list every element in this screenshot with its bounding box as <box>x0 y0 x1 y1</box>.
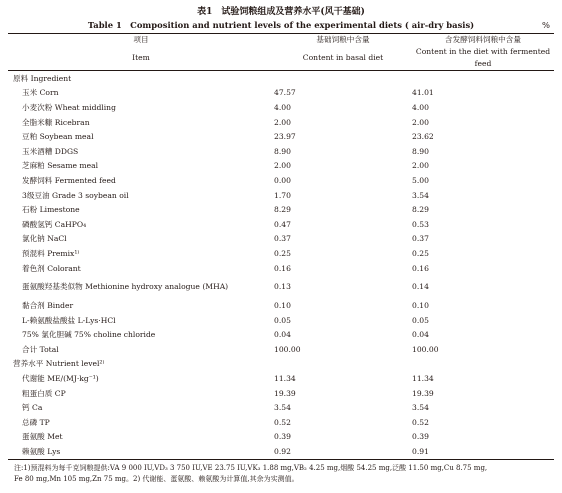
row-basal-value: 8.29 <box>274 205 291 215</box>
row-fermented-value: 0.16 <box>412 263 429 273</box>
row-item-name: 小麦次粉 Wheat middling <box>22 102 116 112</box>
row-basal-value: 0.13 <box>274 282 291 292</box>
table-title-en <box>8 19 554 31</box>
table-row <box>8 313 554 328</box>
row-basal-value: 0.92 <box>274 444 412 459</box>
row-basal-value: 0.25 <box>274 248 291 258</box>
row-basal-value: 3.54 <box>274 403 291 413</box>
row-fermented-value: 3.54 <box>412 190 429 200</box>
row-fermented-value: 0.37 <box>412 234 429 244</box>
row-basal-value: 0.05 <box>274 315 291 325</box>
table-row <box>8 342 554 357</box>
row-item-name: 蛋氨酸 Met <box>22 432 63 442</box>
header-row-en <box>8 46 554 71</box>
table-row <box>8 115 554 130</box>
note-line: Fe 80 mg,Mn 105 mg,Zn 75 mg。2) 代谢能、蛋氨酸、赖氨酸为计算值,其余为实测值。 <box>14 474 299 483</box>
unit-label: % <box>542 20 550 30</box>
table-row <box>8 328 554 343</box>
row-item-name: 钙 Ca <box>22 403 43 413</box>
row-item-name: 粗蛋白质 CP <box>22 388 66 398</box>
header-fermented-cn: 含发酵饲料饲粮中含量 <box>412 34 554 47</box>
row-basal-value: 0.00 <box>274 175 291 185</box>
row-item-name: 代谢能 ME/(MJ·kg⁻¹) <box>22 374 99 384</box>
row-fermented-value: 0.10 <box>412 301 429 311</box>
table-row <box>8 86 554 101</box>
row-item-name: 发酵饲料 Fermented feed <box>22 175 116 185</box>
table-row <box>8 144 554 159</box>
header-fermented-en: Content in the diet with fermented feed <box>412 46 554 71</box>
row-fermented-value: 0.53 <box>412 219 429 229</box>
row-fermented-value: 0.04 <box>412 330 429 340</box>
table-title-cn: 表1 试验饲粮组成及营养水平(风干基础) <box>197 7 365 17</box>
table-row <box>8 188 554 203</box>
row-basal-value: 0.04 <box>274 330 291 340</box>
table-row <box>8 129 554 144</box>
row-item-name: 磷酸氢钙 CaHPO₄ <box>22 219 87 229</box>
row-fermented-value: 0.52 <box>412 417 429 427</box>
row-item-name: 赖氨酸 Lys <box>8 444 274 459</box>
row-item-name: 蛋氨酸羟基类似物 Methionine hydroxy analogue (MHA) <box>22 281 229 291</box>
row-item-name: 玉米酒糟 DDGS <box>22 146 79 156</box>
row-fermented-value: 0.14 <box>412 282 429 292</box>
section-row <box>8 357 554 372</box>
row-item-name: 玉米 Corn <box>22 88 59 98</box>
section-label: 原料 Ingredient <box>13 73 72 83</box>
row-item-name: 黏合剂 Binder <box>22 301 74 311</box>
row-item-name: 着色剂 Colorant <box>22 263 81 273</box>
row-basal-value: 2.00 <box>274 161 291 171</box>
row-fermented-value: 0.25 <box>412 248 429 258</box>
row-fermented-value: 0.91 <box>412 444 554 459</box>
row-basal-value: 0.39 <box>274 432 291 442</box>
row-fermented-value: 0.39 <box>412 432 429 442</box>
table-row <box>8 386 554 401</box>
row-fermented-value: 5.00 <box>412 175 429 185</box>
row-basal-value: 0.47 <box>274 219 291 229</box>
table-notes <box>8 463 554 485</box>
header-basal-cn: 基础饲粮中含量 <box>274 34 412 47</box>
row-item-name: 豆粕 Soybean meal <box>22 132 94 142</box>
row-basal-value: 0.52 <box>274 417 291 427</box>
row-fermented-value: 11.34 <box>412 374 434 384</box>
row-fermented-value: 19.39 <box>412 388 434 398</box>
row-basal-value: 47.57 <box>274 88 296 98</box>
row-basal-value: 1.70 <box>274 190 291 200</box>
table-row <box>8 275 554 298</box>
table-row <box>8 444 554 459</box>
table-row <box>8 261 554 276</box>
row-fermented-value: 8.90 <box>412 146 429 156</box>
row-item-name: 合计 Total <box>22 344 59 354</box>
row-item-name: 全脂米糠 Ricebran <box>22 117 90 127</box>
row-fermented-value: 3.54 <box>412 403 429 413</box>
row-basal-value: 0.16 <box>274 263 291 273</box>
table-row <box>8 415 554 430</box>
header-item-cn: 项目 <box>8 34 274 47</box>
row-fermented-value: 2.00 <box>412 117 429 127</box>
table-row <box>8 159 554 174</box>
row-item-name: 总磷 TP <box>22 417 50 427</box>
header-row-cn <box>8 34 554 47</box>
row-fermented-value: 8.29 <box>412 205 429 215</box>
row-fermented-value: 4.00 <box>412 102 429 112</box>
row-basal-value: 19.39 <box>274 388 296 398</box>
table-row <box>8 246 554 261</box>
table-row <box>8 173 554 188</box>
row-basal-value: 100.00 <box>274 344 301 354</box>
table-row <box>8 232 554 247</box>
table-row <box>8 217 554 232</box>
table-row <box>8 100 554 115</box>
row-basal-value: 4.00 <box>274 102 291 112</box>
row-basal-value: 2.00 <box>274 117 291 127</box>
table-row <box>8 430 554 445</box>
note-line: 注:1)预混料为每千克饲粮提供:VA 9 000 IU,VD₃ 3 750 IU,VE 23.75 IU,VK₃ 1.88 mg,VB₂ 4.25 mg,烟酸 54.25 mg,泛酸 11.50 mg,Cu 8.75 mg, <box>14 463 488 472</box>
row-item-name: 石粉 Limestone <box>22 205 80 215</box>
row-basal-value: 0.37 <box>274 234 291 244</box>
row-item-name: L-赖氨酸盐酸盐 L-Lys·HCl <box>22 315 116 325</box>
row-item-name: 75% 氯化胆碱 75% choline chloride <box>22 330 156 340</box>
table-body <box>8 71 554 460</box>
table-row <box>8 371 554 386</box>
table-title-en-text: Table 1 Composition and nutrient levels of the experimental diets ( air-dry basis) <box>87 20 475 30</box>
row-item-name: 3级豆油 Grade 3 soybean oil <box>22 190 129 200</box>
row-basal-value: 23.97 <box>274 132 296 142</box>
row-fermented-value: 0.05 <box>412 315 429 325</box>
table-row <box>8 400 554 415</box>
row-item-name: 氯化钠 NaCl <box>22 234 67 244</box>
section-row <box>8 71 554 86</box>
section-label: 营养水平 Nutrient level²⁾ <box>13 359 105 369</box>
table-row <box>8 298 554 313</box>
row-item-name: 预混料 Premix¹⁾ <box>22 248 80 258</box>
composition-table <box>8 33 554 460</box>
table-row <box>8 202 554 217</box>
row-fermented-value: 100.00 <box>412 344 439 354</box>
row-basal-value: 8.90 <box>274 146 291 156</box>
header-item-en: Item <box>8 46 274 71</box>
header-basal-en: Content in basal diet <box>274 46 412 71</box>
row-basal-value: 0.10 <box>274 301 291 311</box>
row-fermented-value: 23.62 <box>412 132 434 142</box>
row-basal-value: 11.34 <box>274 374 296 384</box>
row-fermented-value: 2.00 <box>412 161 429 171</box>
row-item-name: 芝麻粕 Sesame meal <box>22 161 99 171</box>
row-fermented-value: 41.01 <box>412 88 434 98</box>
